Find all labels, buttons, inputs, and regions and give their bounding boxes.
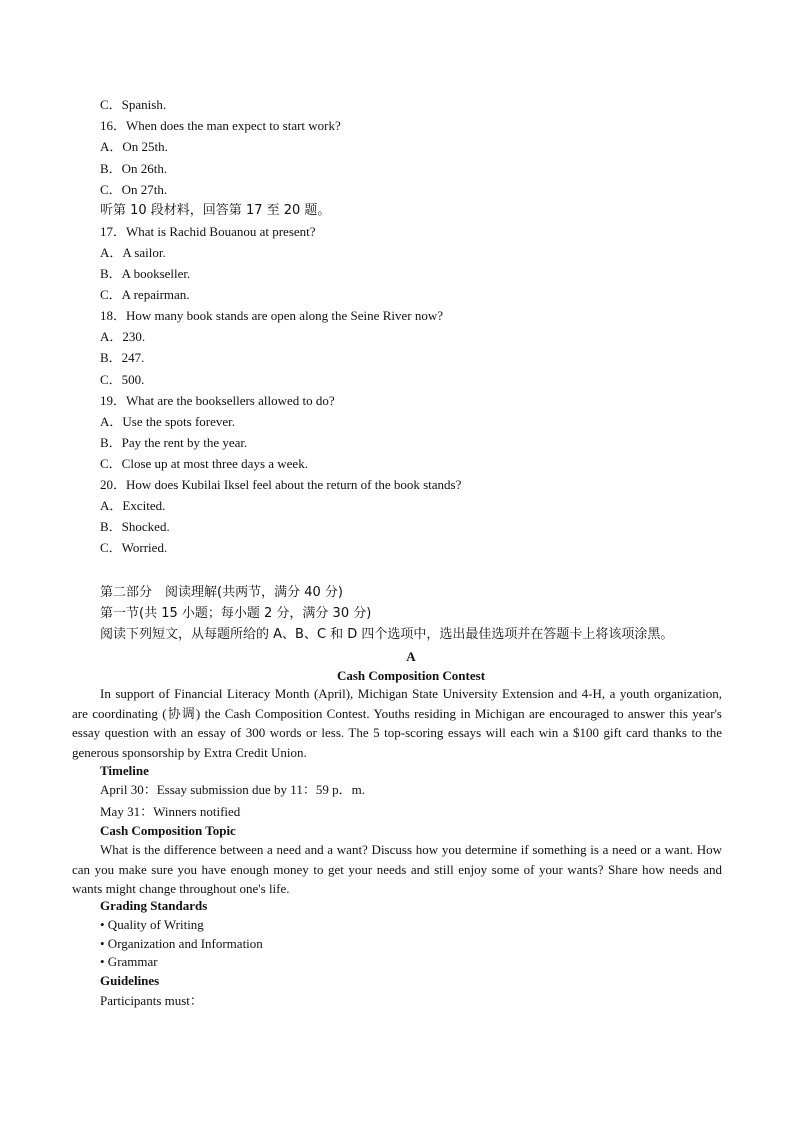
part-title: 第二部分 阅读理解(共两节，满分 40 分)	[100, 585, 343, 600]
passage-title: Cash Composition Contest	[336, 668, 486, 683]
question-19: 19．What are the booksellers allowed to do?	[100, 393, 335, 408]
question-20: 20．How does Kubilai Iksel feel about the return of the book stands?	[100, 477, 462, 492]
option-line: B．247.	[100, 350, 145, 365]
guidelines-text: Participants must：	[100, 993, 203, 1008]
grading-item: • Grammar	[100, 954, 158, 969]
question-17: 17．What is Rachid Bouanou at present?	[100, 224, 316, 239]
timeline-item: April 30：Essay submission due by 11：59 p．m.	[100, 782, 365, 797]
option-line: A．230.	[100, 329, 146, 344]
option-line: A．Use the spots forever.	[100, 414, 236, 429]
reading-instruction: 阅读下列短文，从每题所给的 A、B、C 和 D 四个选项中，选出最佳选项并在答题卡上将该项涂黑。	[100, 627, 674, 642]
topic-heading: Cash Composition Topic	[100, 823, 236, 838]
option-line: C．Worried.	[100, 540, 168, 555]
option-line: C．A repairman.	[100, 287, 190, 302]
option-line: C．Close up at most three days a week.	[100, 456, 308, 471]
timeline-item: May 31：Winners notified	[100, 804, 241, 819]
question-18: 18．How many book stands are open along the Seine River now?	[100, 308, 443, 323]
material-instruction: 听第 10 段材料，回答第 17 至 20 题。	[100, 203, 331, 218]
topic-text: What is the difference between a need and a want? Discuss how you determine if something is a need or a want. How can you make sure you have enough money to get your needs and still enjoy some of your wants? Share how needs and wants might change throughout one's life.	[72, 842, 722, 896]
passage-letter: A	[406, 649, 416, 664]
intro-text: In support of Financial Literacy Month (April), Michigan State University Extension and 4-H, a youth organization, are coordinating (协调) the Cash Composition Contest. Youths residing in Michigan are encouraged to answer this year's essay question with an essay of 300 words or less. The 5 top-scoring essays will each win a $100 gift card thanks to the generous sponsorship by Extra Credit Union.	[72, 686, 722, 760]
grading-heading: Grading Standards	[100, 898, 208, 913]
option-line: B．Shocked.	[100, 519, 170, 534]
guidelines-heading: Guidelines	[100, 973, 160, 988]
option-line: C．500.	[100, 372, 145, 387]
option-line: C．On 27th.	[100, 182, 168, 197]
grading-item: • Quality of Writing	[100, 917, 204, 932]
intro-paragraph	[72, 684, 722, 762]
grading-item: • Organization and Information	[100, 936, 263, 951]
option-line: B．A bookseller.	[100, 266, 191, 281]
option-line: C．Spanish.	[100, 97, 167, 112]
question-16: 16．When does the man expect to start work?	[100, 118, 341, 133]
option-line: A．A sailor.	[100, 245, 166, 260]
section-title: 第一节(共 15 小题；每小题 2 分，满分 30 分)	[100, 606, 372, 621]
option-line: B．Pay the rent by the year.	[100, 435, 248, 450]
topic-paragraph	[72, 840, 722, 899]
option-line: A．Excited.	[100, 498, 166, 513]
option-line: A．On 25th.	[100, 139, 168, 154]
option-line: B．On 26th.	[100, 161, 168, 176]
timeline-heading: Timeline	[100, 763, 149, 778]
